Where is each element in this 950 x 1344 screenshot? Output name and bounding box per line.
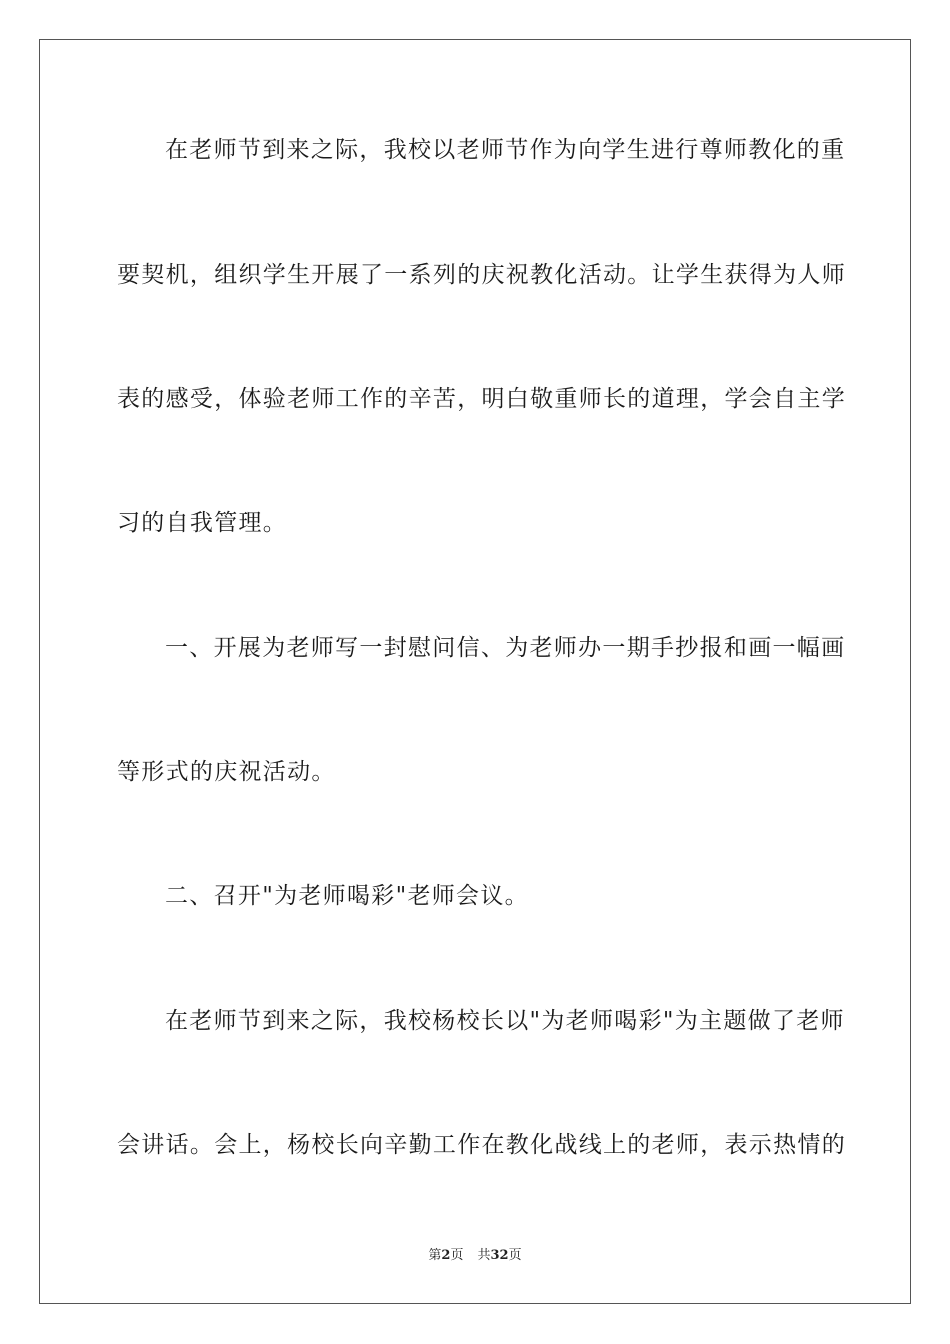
page-border	[39, 39, 911, 1304]
total-label-suffix: 页	[508, 1248, 522, 1263]
section-heading-2: 二、召开"为老师喝彩"老师会议。	[165, 883, 529, 909]
current-page-number: 2	[441, 1248, 451, 1263]
paragraph-3-line-2: 会讲话。会上，杨校长向辛勤工作在教化战线上的老师，表示热情的	[117, 1132, 846, 1158]
page-label-suffix: 页	[450, 1248, 464, 1263]
paragraph-2-line-1: 一、开展为老师写一封慰问信、为老师办一期手抄报和画一幅画	[165, 635, 846, 661]
paragraph-2-line-2: 等形式的庆祝活动。	[117, 759, 336, 785]
paragraph-1-line-4: 习的自我管理。	[117, 510, 288, 536]
total-page-count: 32	[490, 1248, 509, 1263]
paragraph-1-line-1: 在老师节到来之际，我校以老师节作为向学生进行尊师教化的重	[165, 137, 846, 163]
paragraph-1-line-3: 表的感受，体验老师工作的辛苦，明白敬重师长的道理，学会自主学	[117, 386, 846, 412]
paragraph-1-line-2: 要契机，组织学生开展了一系列的庆祝教化活动。让学生获得为人师	[117, 262, 846, 288]
total-label-prefix: 共	[477, 1248, 491, 1263]
page-footer	[0, 1247, 950, 1265]
paragraph-3-line-1: 在老师节到来之际，我校杨校长以"为老师喝彩"为主题做了老师	[165, 1008, 845, 1034]
page-label-prefix: 第	[428, 1248, 442, 1263]
